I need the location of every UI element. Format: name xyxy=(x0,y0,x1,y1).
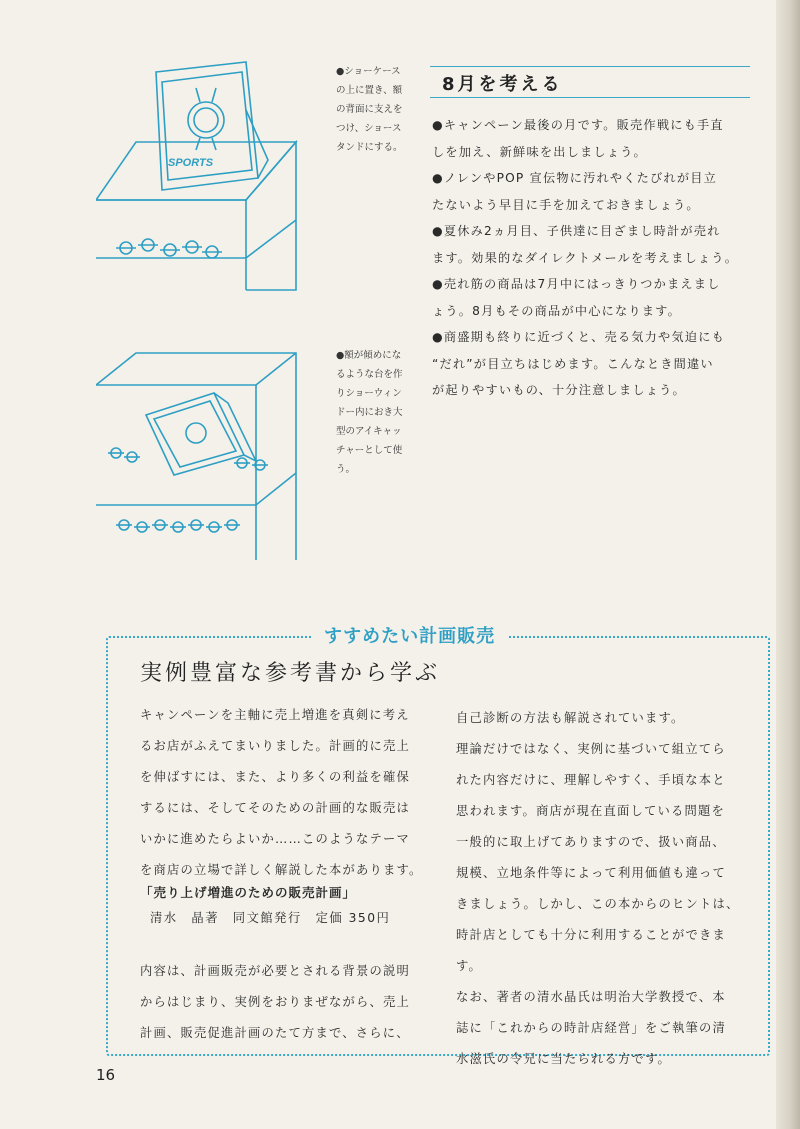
august-title: 8月を考える xyxy=(442,74,563,95)
intro-line: るお店がふえてまいりました。計画的に売上 xyxy=(140,739,410,753)
august-line: ●売れ筋の商品は7月中にはっきりつかまえまし xyxy=(432,277,721,291)
august-line: たないよう早目に手を加えておきましょう。 xyxy=(432,197,700,212)
book-meta: 清水 晶著 同文館発行 定価 350円 xyxy=(150,911,391,925)
right-line: きましょう。しかし、この本からのヒントは、 xyxy=(456,897,740,911)
recommend-box-title: すすめたい計画販売 xyxy=(312,622,507,648)
august-line: ●商盛期も終りに近づくと、売る気力や気迫にも xyxy=(432,330,725,344)
august-line: ます。効果的なダイレクトメールを考えましょう。 xyxy=(432,250,739,265)
intro-line: キャンペーンを主軸に売上増進を真剣に考え xyxy=(140,708,410,722)
page-number: 16 xyxy=(96,1066,116,1084)
left-intro xyxy=(140,700,422,886)
august-line: しを加え、新鮮味を出しましょう。 xyxy=(432,144,647,159)
show-window-illustration xyxy=(96,345,326,570)
right-line: 理論だけではなく、実例に基づいて組立てら xyxy=(456,742,726,756)
right-line: 時計店としても十分に利用することができま xyxy=(456,928,726,942)
right-line: 一般的に取上げてありますので、扱い商品、 xyxy=(456,835,726,849)
bottom-illustration-caption: ●額が傾めにな るような台を作 りショーウィン ドー内におき大 型のアイキャッ チャーとして使 う。 xyxy=(336,350,403,475)
intro-line: いかに進めたらよいか……このようなテーマ xyxy=(140,832,410,846)
content-line: からはじまり、実例をおりまぜながら、売上 xyxy=(140,995,410,1009)
content-line: 計画、販売促進計画のたて方まで、さらに、 xyxy=(140,1026,410,1040)
august-line: ●夏休み2ヵ月目、子供達に目ざまし時計が売れ xyxy=(432,224,721,238)
right-column xyxy=(456,703,739,1075)
august-line: “だれ”が目立ちはじめます。こんなとき間違い xyxy=(432,356,714,371)
right-line: 水滋氏の令兄に当たられる方です。 xyxy=(456,1052,671,1066)
august-line: ょう。8月もその商品が中心になります。 xyxy=(432,303,681,318)
august-line: ●キャンペーン最後の月です。販売作戦にも手直 xyxy=(432,118,724,132)
right-line: 思われます。商店が現在直面している問題を xyxy=(456,804,725,818)
august-title-box xyxy=(430,66,750,98)
right-line: す。 xyxy=(456,959,483,973)
august-line: が起りやすいもの、十分注意しましょう。 xyxy=(432,383,686,397)
intro-line: を伸ばすには、また、より多くの利益を確保 xyxy=(140,770,410,784)
showcase-stand-illustration xyxy=(96,50,326,295)
right-line: なお、著者の清水晶氏は明治大学教授で、本 xyxy=(456,990,726,1004)
intro-line: を商店の立場で詳しく解説した本があります。 xyxy=(140,863,423,877)
poster-text: SPORTS xyxy=(168,157,214,169)
left-content xyxy=(140,956,410,1049)
august-bullets xyxy=(432,112,760,404)
right-line: 自己診断の方法も解説されています。 xyxy=(456,711,685,725)
right-line: れた内容だけに、理解しやすく、手頃な本と xyxy=(456,773,726,787)
page-edge xyxy=(776,0,800,1129)
right-line: 規模、立地条件等によって利用価値も違って xyxy=(456,866,726,880)
content-line: 内容は、計画販売が必要とされる背景の説明 xyxy=(140,964,410,978)
intro-line: するには、そしてそのための計画的な販売は xyxy=(140,801,410,815)
book-title: 「売り上げ増進のための販売計画」 xyxy=(140,885,357,900)
august-line: ●ノレンやPOP 宣伝物に汚れやくたびれが目立 xyxy=(432,171,717,185)
top-illustration-caption: ●ショーケース の上に置き、額 の背面に支えを つけ、ショース タンドにする。 xyxy=(336,66,403,153)
right-line: 誌に「これからの時計店経営」をご執筆の清 xyxy=(456,1021,726,1035)
recommend-headline: 実例豊富な参考書から学ぶ xyxy=(140,661,441,686)
